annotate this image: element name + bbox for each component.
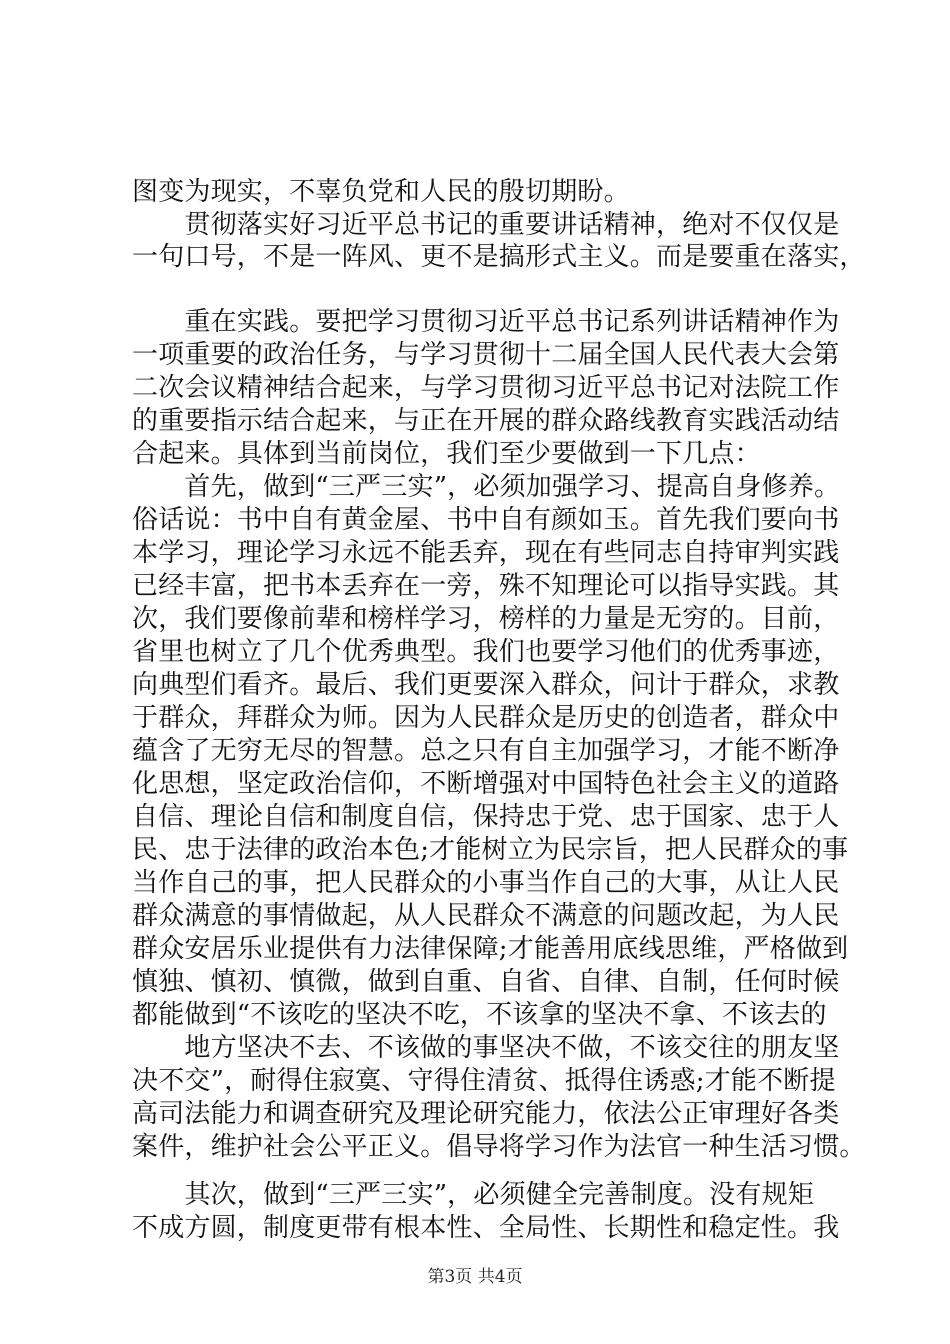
text-line: 自信、理论自信和制度自信，保持忠于党、忠于国家、忠于人: [132, 802, 840, 832]
text-line: 当作自己的事，把人民群众的小事当作自己的大事，从让人民: [132, 868, 840, 898]
text-line: 化思想，坚定政治信仰，不断增强对中国特色社会主义的道路: [132, 769, 840, 799]
text-line: 图变为现实，不辜负党和人民的殷切期盼。: [132, 177, 630, 207]
text-line: 省里也树立了几个优秀典型。我们也要学习他们的优秀事迹，: [132, 637, 840, 667]
text-line: 决不交”，耐得住寂寞、守得住清贫、抵得住诱惑;才能不断提: [132, 1066, 836, 1096]
text-line: 首先，做到“三严三实”，必须加强学习、提高自身修养。: [132, 472, 841, 502]
text-line: 群众满意的事情做起，从人民群众不满意的问题改起，为人民: [132, 901, 840, 931]
text-line: 一句口号，不是一阵风、更不是搞形式主义。而是要重在落实，: [132, 242, 866, 272]
text-line: 慎独、慎初、慎微，做到自重、自省、自律、自制，任何时候: [132, 967, 840, 997]
text-line: 其次，做到“三严三实”，必须健全完善制度。没有规矩: [132, 1180, 814, 1210]
text-line: 民、忠于法律的政治本色;才能树立为民宗旨，把人民群众的事: [132, 835, 849, 865]
text-line: 于群众，拜群众为师。因为人民群众是历史的创造者，群众中: [132, 703, 840, 733]
text-line: 都能做到“不该吃的坚决不吃，不该拿的坚决不拿、不该去的: [132, 1000, 827, 1030]
text-line: 蕴含了无穷无尽的智慧。总之只有自主加强学习，才能不断净: [132, 736, 840, 766]
text-line: 二次会议精神结合起来，与学习贯彻习近平总书记对法院工作: [132, 373, 840, 403]
text-line: 群众安居乐业提供有力法律保障;才能善用底线思维，严格做到: [132, 934, 849, 964]
page-number-footer: 第3页 共4页: [427, 1267, 523, 1287]
text-line: 合起来。具体到当前岗位，我们至少要做到一下几点：: [132, 439, 761, 469]
text-line: 次，我们要像前辈和榜样学习，榜样的力量是无穷的。目前，: [132, 604, 840, 634]
text-line: 本学习，理论学习永远不能丢弃，现在有些同志自持审判实践: [132, 538, 840, 568]
text-line: 高司法能力和调查研究及理论研究能力，依法公正审理好各类: [132, 1099, 840, 1129]
text-line: 不成方圆，制度更带有根本性、全局性、长期性和稳定性。我: [132, 1213, 840, 1243]
text-line: 贯彻落实好习近平总书记的重要讲话精神，绝对不仅仅是: [132, 210, 840, 240]
text-line: 一项重要的政治任务，与学习贯彻十二届全国人民代表大会第: [132, 340, 840, 370]
text-line: 已经丰富，把书本丢弃在一旁，殊不知理论可以指导实践。其: [132, 571, 840, 601]
text-line: 的重要指示结合起来，与正在开展的群众路线教育实践活动结: [132, 406, 840, 436]
text-line: 重在实践。要把学习贯彻习近平总书记系列讲话精神作为: [132, 307, 840, 337]
text-line: 向典型们看齐。最后、我们更要深入群众，问计于群众，求教: [132, 670, 840, 700]
text-line: 俗话说：书中自有黄金屋、书中自有颜如玉。首先我们要向书: [132, 505, 840, 535]
text-line: 案件，维护社会公平正义。倡导将学习作为法官一种生活习惯。: [132, 1132, 866, 1162]
text-line: 地方坚决不去、不该做的事坚决不做，不该交往的朋友坚: [132, 1033, 840, 1063]
